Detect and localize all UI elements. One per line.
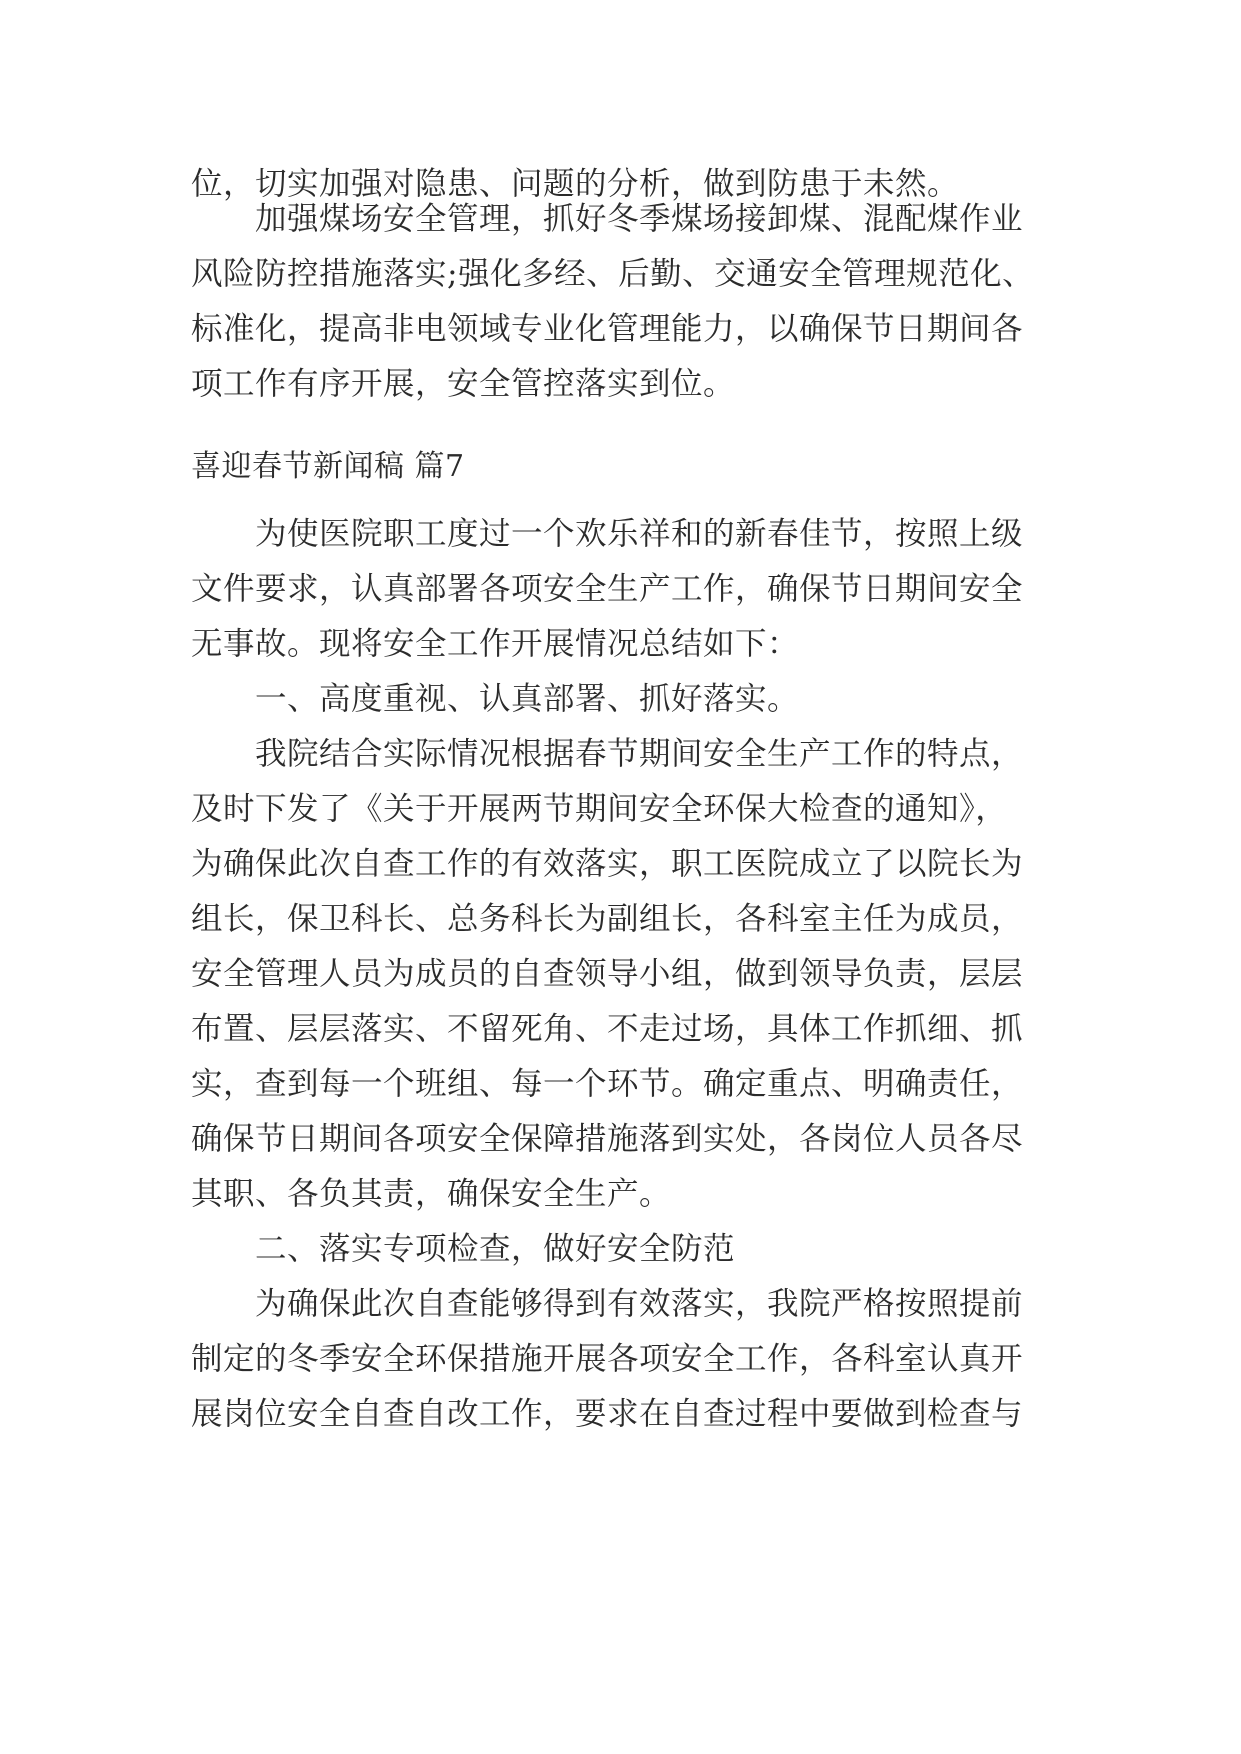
paragraph-line: 位，切实加强对隐患、问题的分析，做到防患于未然。 [191, 166, 960, 202]
paragraph-line: 加强煤场安全管理，抓好冬季煤场接卸煤、混配煤作业 [255, 201, 1024, 237]
paragraph-line: 安全管理人员为成员的自查领导小组，做到领导负责，层层 [191, 956, 1024, 992]
paragraph-line: 文件要求，认真部署各项安全生产工作，确保节日期间安全 [191, 571, 1024, 607]
paragraph-line: 风险防控措施落实;强化多经、后勤、交通安全管理规范化、 [191, 256, 1035, 292]
subheading-line: 二、落实专项检查，做好安全防范 [255, 1231, 736, 1267]
paragraph-line: 及时下发了《关于开展两节期间安全环保大检查的通知》， [191, 791, 1008, 827]
paragraph-line: 确保节日期间各项安全保障措施落到实处，各岗位人员各尽 [191, 1121, 1024, 1157]
paragraph-line: 项工作有序开展，安全管控落实到位。 [191, 366, 736, 402]
paragraph-line: 实，查到每一个班组、每一个环节。确定重点、明确责任， [191, 1066, 1024, 1102]
paragraph-line: 为使医院职工度过一个欢乐祥和的新春佳节，按照上级 [255, 516, 1024, 552]
paragraph-line: 布置、层层落实、不留死角、不走过场，具体工作抓细、抓 [191, 1011, 1024, 1047]
paragraph-line: 其职、各负其责，确保安全生产。 [191, 1176, 672, 1212]
paragraph-line: 为确保此次自查能够得到有效落实，我院严格按照提前 [255, 1286, 1024, 1322]
section-heading: 喜迎春节新闻稿 篇7 [191, 449, 465, 484]
paragraph-line: 标准化，提高非电领域专业化管理能力，以确保节日期间各 [191, 311, 1024, 347]
paragraph-line: 展岗位安全自查自改工作，要求在自查过程中要做到检查与 [191, 1396, 1024, 1432]
paragraph-line: 组长，保卫科长、总务科长为副组长，各科室主任为成员， [191, 901, 1024, 937]
paragraph-line: 无事故。现将安全工作开展情况总结如下： [191, 626, 800, 662]
paragraph-line: 我院结合实际情况根据春节期间安全生产工作的特点， [255, 736, 1024, 772]
subheading-line: 一、高度重视、认真部署、抓好落实。 [255, 681, 800, 717]
paragraph-line: 制定的冬季安全环保措施开展各项安全工作，各科室认真开 [191, 1341, 1024, 1377]
paragraph-line: 为确保此次自查工作的有效落实，职工医院成立了以院长为 [191, 846, 1024, 882]
